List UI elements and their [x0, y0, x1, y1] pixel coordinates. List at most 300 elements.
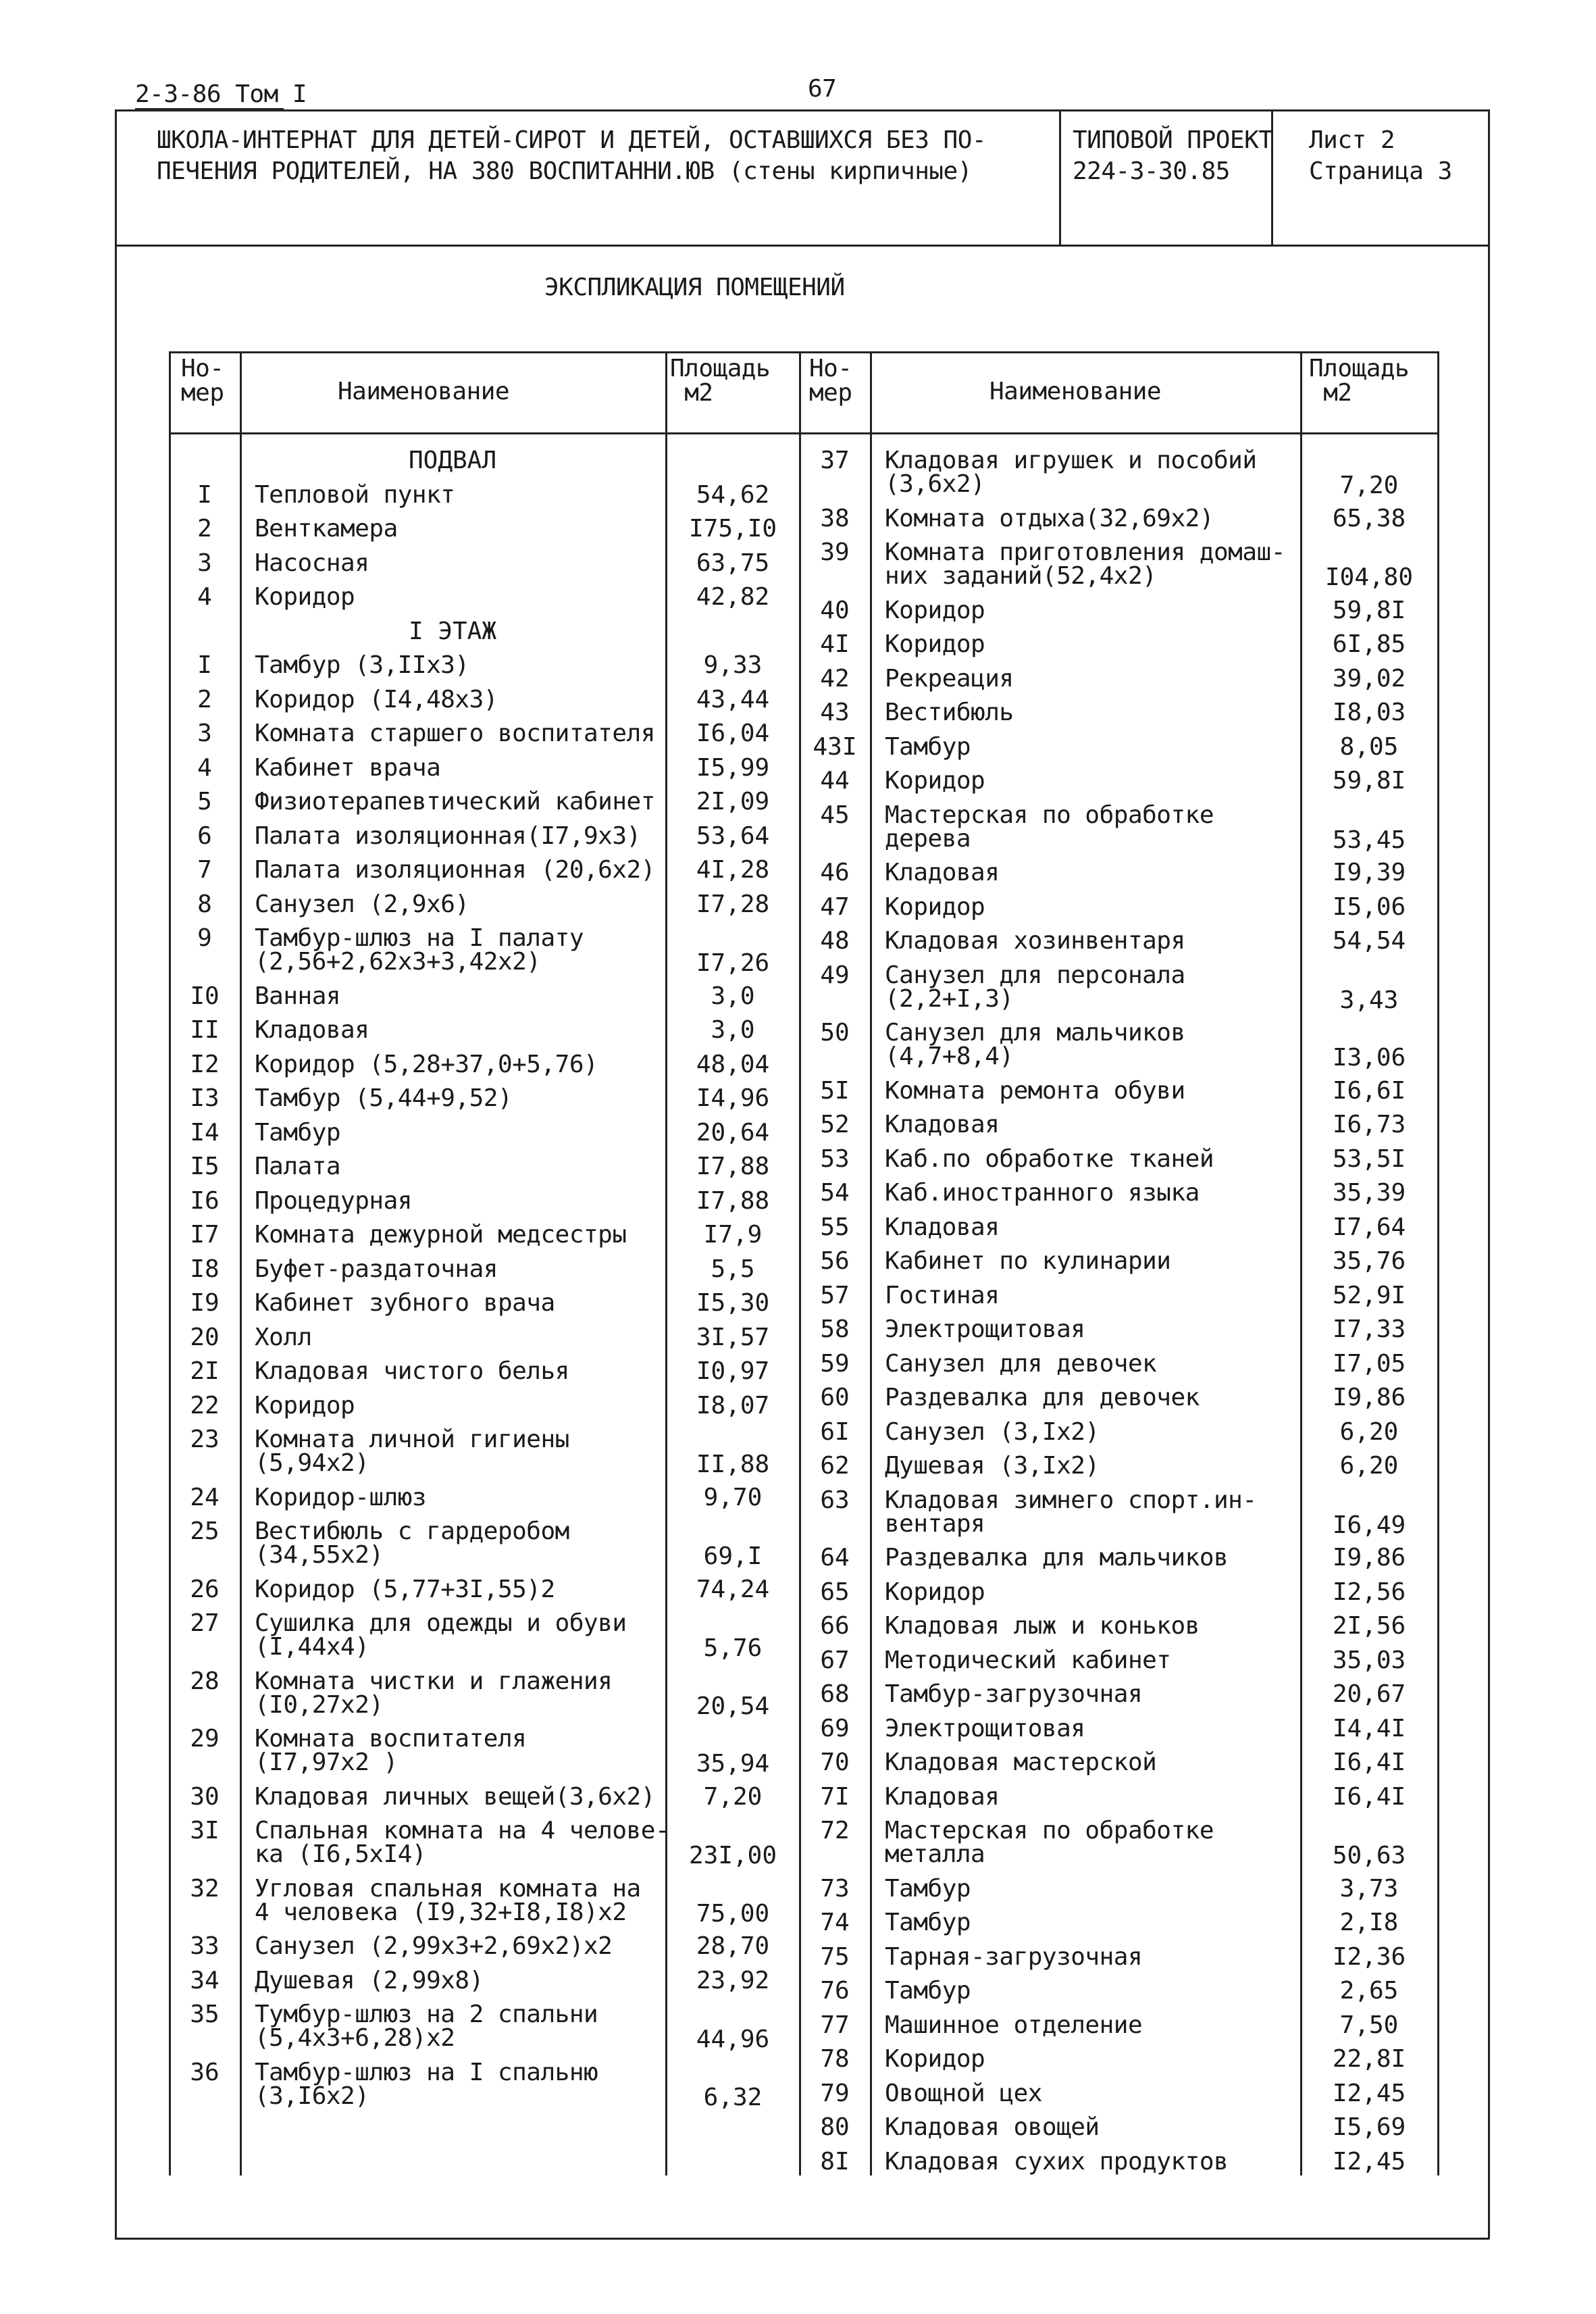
- room-area: 4I,28: [696, 856, 770, 884]
- room-name: Тамбур-шлюз на I палату: [255, 924, 584, 952]
- room-name: Коридор (I4,48x3): [255, 685, 498, 713]
- room-area: I7,28: [696, 890, 770, 918]
- room-name: Коридор: [885, 767, 985, 795]
- room-number: I0: [190, 982, 220, 1010]
- room-name: Рекреация: [885, 664, 1014, 693]
- room-name: (3,I6x2): [255, 2082, 369, 2110]
- frame-bottom: [115, 2238, 1489, 2240]
- room-number: 74: [820, 1909, 850, 1936]
- document-title-line-1: ШКОЛА-ИНТЕРНАТ ДЛЯ ДЕТЕЙ-СИРОТ И ДЕТЕЙ, ОСТАВШИХСЯ БЕЗ ПО-: [157, 126, 987, 154]
- room-area: 65,38: [1332, 504, 1406, 532]
- room-number: 45: [820, 801, 850, 829]
- room-area: I4,96: [696, 1084, 770, 1112]
- room-name: (5,94x2): [255, 1449, 369, 1477]
- room-area: I7,26: [696, 949, 770, 977]
- room-number: II: [190, 1016, 220, 1044]
- room-name: Вестибюль: [885, 699, 1014, 726]
- room-number: 27: [190, 1609, 220, 1637]
- room-number: 49: [820, 961, 850, 989]
- room-area: I6,6I: [1332, 1076, 1406, 1105]
- room-name: Тамбур (3,IIx3): [255, 651, 469, 679]
- room-name: Тамбур-шлюз на I спальню: [255, 2058, 598, 2086]
- table-top: [169, 351, 1439, 353]
- room-area: 53,45: [1332, 826, 1406, 854]
- room-name: Кабинет врача: [255, 753, 441, 782]
- room-name: Методический кабинет: [885, 1646, 1171, 1674]
- document-title-line-2: ПЕЧЕНИЯ РОДИТЕЛЕЙ, НА 380 ВОСПИТАННИ.ЮВ (стены кирпичные): [157, 157, 972, 185]
- col-divider-num-name-right: [870, 351, 872, 2175]
- room-name: Тамбур: [885, 1977, 971, 2005]
- room-area: 35,76: [1332, 1247, 1406, 1275]
- room-name: Коридор: [255, 583, 355, 611]
- room-name: Машинное отделение: [885, 2011, 1143, 2039]
- room-number: 34: [190, 1966, 220, 1994]
- room-name: Кабинет по кулинарии: [885, 1247, 1171, 1275]
- room-name: Коридор-шлюз: [255, 1483, 427, 1511]
- room-name: Кладовая: [885, 1111, 1000, 1138]
- floor-group-heading: ПОДВАЛ: [408, 447, 497, 474]
- room-number: 76: [820, 1977, 850, 2005]
- room-number: 75: [820, 1942, 850, 1971]
- room-area: II,88: [696, 1451, 770, 1478]
- room-number: 40: [820, 596, 850, 624]
- room-name: Тамбур (5,44+9,52): [255, 1084, 513, 1112]
- room-name: них заданий(52,4x2): [885, 562, 1157, 590]
- room-number: 57: [820, 1281, 850, 1309]
- room-name: Венткамера: [255, 515, 398, 543]
- room-name: (34,55x2): [255, 1541, 384, 1569]
- room-number: I: [197, 480, 212, 509]
- room-name: Кладовая лыж и коньков: [885, 1612, 1200, 1640]
- room-area: 6I,85: [1332, 630, 1406, 658]
- room-area: 35,94: [696, 1750, 770, 1778]
- room-name: Душевая (3,Ix2): [885, 1452, 1100, 1480]
- room-number: 2I: [190, 1357, 220, 1385]
- room-area: 9,70: [703, 1483, 763, 1511]
- room-name: Коридор (5,28+37,0+5,76): [255, 1050, 598, 1078]
- room-name: Кладовая: [885, 859, 1000, 886]
- room-area: 6,32: [703, 2083, 763, 2111]
- room-area: 3,43: [1339, 986, 1399, 1014]
- room-number: 43: [820, 699, 850, 726]
- room-number: I6: [190, 1186, 220, 1215]
- header-area-left: Площадь м2: [670, 355, 771, 407]
- room-area: I2,45: [1332, 2079, 1406, 2107]
- room-name: Кладовая игрушек и пособий: [885, 447, 1257, 474]
- room-name: Коридор: [885, 630, 985, 658]
- room-number: 66: [820, 1612, 850, 1640]
- room-number: 50: [820, 1019, 850, 1047]
- room-name: Палата изоляционная (20,6x2): [255, 856, 655, 884]
- room-number: 43I: [813, 732, 857, 761]
- room-name: Холл: [255, 1323, 312, 1351]
- room-number: 65: [820, 1578, 850, 1606]
- room-number: 52: [820, 1111, 850, 1138]
- header-name-right: Наименование: [989, 378, 1162, 405]
- page-number: 67: [808, 75, 837, 103]
- room-number: 55: [820, 1213, 850, 1241]
- room-name: (2,2+I,3): [885, 984, 1014, 1013]
- room-area: I0,97: [696, 1357, 770, 1385]
- room-area: 20,67: [1332, 1680, 1406, 1708]
- room-name: Кабинет зубного врача: [255, 1289, 555, 1317]
- room-area: 23I,00: [688, 1842, 777, 1869]
- room-number: 72: [820, 1817, 850, 1844]
- room-name: Санузел (2,99x3+2,69x2)x2: [255, 1932, 613, 1960]
- room-area: I6,73: [1332, 1111, 1406, 1138]
- room-number: I2: [190, 1050, 220, 1078]
- room-number: 22: [190, 1391, 220, 1419]
- room-name: Вестибюль с гардеробом: [255, 1517, 569, 1545]
- room-area: I7,33: [1332, 1315, 1406, 1343]
- room-name: Кладовая хозинвентаря: [885, 927, 1185, 955]
- room-area: 50,63: [1332, 1842, 1406, 1869]
- room-name: Комната личной гигиены: [255, 1426, 569, 1453]
- room-area: 59,8I: [1332, 596, 1406, 624]
- room-number: 9: [197, 924, 212, 952]
- room-name: Санузел (3,Ix2): [885, 1417, 1100, 1446]
- room-name: Насосная: [255, 549, 369, 577]
- room-area: I04,80: [1324, 563, 1414, 591]
- room-name: Тамбур: [885, 1874, 971, 1903]
- room-number: 7: [197, 856, 212, 884]
- room-number: 4I: [820, 630, 850, 658]
- room-number: 6: [197, 822, 212, 850]
- room-area: I6,04: [696, 720, 770, 747]
- room-number: I3: [190, 1084, 220, 1112]
- room-area: I8,03: [1332, 699, 1406, 726]
- frame-top: [115, 109, 1489, 111]
- room-number: 60: [820, 1384, 850, 1411]
- room-name: Электрощитовая: [885, 1315, 1085, 1343]
- room-name: Каб.иностранного языка: [885, 1179, 1200, 1207]
- room-area: 5,5: [711, 1255, 755, 1283]
- room-name: Палата изоляционная(I7,9x3): [255, 822, 641, 850]
- room-name: Санузел (2,9x6): [255, 890, 469, 918]
- room-number: 63: [820, 1486, 850, 1514]
- room-name: Угловая спальная комната на: [255, 1874, 641, 1903]
- header-number-right: Но- мер: [809, 355, 852, 407]
- room-area: 53,64: [696, 822, 770, 850]
- sheet-number: Лист 2: [1309, 126, 1395, 154]
- room-area: 3,0: [711, 1016, 755, 1044]
- room-number: 5I: [820, 1076, 850, 1105]
- room-name: Тамбур-загрузочная: [885, 1680, 1143, 1708]
- room-name: (3,6x2): [885, 470, 985, 498]
- frame-right: [1488, 109, 1490, 2239]
- room-name: Санузел для мальчиков: [885, 1019, 1185, 1047]
- room-area: 54,54: [1332, 927, 1406, 955]
- room-area: 52,9I: [1332, 1281, 1406, 1309]
- room-name: Мастерская по обработке: [885, 801, 1214, 829]
- room-area: 54,62: [696, 480, 770, 509]
- room-name: Санузел для девочек: [885, 1349, 1157, 1378]
- room-name: Кладовая личных вещей(3,6x2): [255, 1782, 655, 1811]
- room-area: 2I,09: [696, 788, 770, 815]
- room-name: Коридор: [885, 2045, 985, 2073]
- room-number: 78: [820, 2045, 850, 2073]
- room-area: I5,06: [1332, 892, 1406, 921]
- room-name: Мастерская по обработке: [885, 1817, 1214, 1844]
- room-number: 36: [190, 2058, 220, 2086]
- project-label: ТИПОВОЙ ПРОЕКТ: [1073, 126, 1273, 154]
- room-area: 59,8I: [1332, 767, 1406, 795]
- room-number: I8: [190, 1255, 220, 1283]
- room-name: Санузел для персонала: [885, 961, 1185, 989]
- room-number: I: [197, 651, 212, 679]
- room-area: I7,88: [696, 1153, 770, 1180]
- room-name: Ванная: [255, 982, 341, 1010]
- room-name: ка (I6,5xI4): [255, 1840, 427, 1868]
- room-name: Буфет-раздаточная: [255, 1255, 498, 1283]
- header-number-left: Но- мер: [181, 355, 224, 407]
- room-number: 69: [820, 1714, 850, 1742]
- room-number: 67: [820, 1646, 850, 1674]
- room-area: 42,82: [696, 583, 770, 611]
- room-number: 30: [190, 1782, 220, 1811]
- room-area: 9,33: [703, 651, 763, 679]
- room-name: Кладовая: [885, 1213, 1000, 1241]
- room-area: 35,39: [1332, 1179, 1406, 1207]
- room-number: 77: [820, 2011, 850, 2039]
- room-name: (I,44x4): [255, 1633, 369, 1661]
- room-number: 3: [197, 549, 212, 577]
- room-number: 3: [197, 720, 212, 747]
- room-number: 29: [190, 1725, 220, 1753]
- room-number: 33: [190, 1932, 220, 1960]
- room-name: Процедурная: [255, 1186, 412, 1215]
- room-name: Гостиная: [885, 1281, 1000, 1309]
- room-number: 2: [197, 515, 212, 543]
- room-area: 3,73: [1339, 1874, 1399, 1903]
- room-area: 3I,57: [696, 1323, 770, 1351]
- room-number: 8: [197, 890, 212, 918]
- room-name: Электрощитовая: [885, 1714, 1085, 1742]
- room-area: I8,07: [696, 1391, 770, 1419]
- room-area: I6,49: [1332, 1511, 1406, 1539]
- room-area: 39,02: [1332, 664, 1406, 693]
- room-number: 44: [820, 767, 850, 795]
- room-name: (I7,97x2 ): [255, 1749, 398, 1776]
- room-number: 68: [820, 1680, 850, 1708]
- section-title: ЭКСПЛИКАЦИЯ ПОМЕЩЕНИЙ: [544, 274, 845, 301]
- room-name: Душевая (2,99x8): [255, 1966, 484, 1994]
- room-name: 4 человека (I9,32+I8,I8)x2: [255, 1898, 627, 1926]
- room-name: Тепловой пункт: [255, 480, 455, 509]
- room-area: I2,45: [1332, 2147, 1406, 2175]
- room-number: 7I: [820, 1782, 850, 1811]
- room-number: 28: [190, 1667, 220, 1695]
- room-area: 75,00: [696, 1899, 770, 1928]
- room-area: I75,I0: [688, 515, 777, 543]
- room-number: 70: [820, 1749, 850, 1776]
- room-area: 28,70: [696, 1932, 770, 1960]
- room-name: Кладовая сухих продуктов: [885, 2147, 1229, 2175]
- room-number: 37: [820, 447, 850, 474]
- room-number: 2: [197, 685, 212, 713]
- room-name: дерева: [885, 824, 971, 853]
- room-name: Спальная комната на 4 челове-: [255, 1817, 670, 1844]
- room-area: I5,69: [1332, 2113, 1406, 2141]
- room-number: I4: [190, 1118, 220, 1147]
- room-name: Кладовая: [885, 1782, 1000, 1811]
- room-name: Комната приготовления домаш-: [885, 538, 1285, 566]
- room-area: I7,88: [696, 1186, 770, 1215]
- room-name: Палата: [255, 1153, 341, 1180]
- room-name: Сушилка для одежды и обуви: [255, 1609, 627, 1637]
- room-number: 20: [190, 1323, 220, 1351]
- room-name: Комната дежурной медсестры: [255, 1221, 627, 1249]
- room-number: 4: [197, 753, 212, 782]
- room-name: Кладовая овощей: [885, 2113, 1100, 2141]
- room-area: 6,20: [1339, 1417, 1399, 1446]
- room-name: Комната ремонта обуви: [885, 1076, 1185, 1105]
- room-name: Коридор (5,77+3I,55)2: [255, 1575, 555, 1603]
- room-area: I3,06: [1332, 1044, 1406, 1072]
- room-area: 2,65: [1339, 1977, 1399, 2005]
- table-right: [1437, 351, 1439, 2175]
- room-number: 39: [820, 538, 850, 566]
- room-area: 7,20: [1339, 472, 1399, 499]
- room-number: 64: [820, 1544, 850, 1571]
- room-area: 74,24: [696, 1575, 770, 1603]
- room-number: 6I: [820, 1417, 850, 1446]
- room-area: 43,44: [696, 685, 770, 713]
- room-area: 8,05: [1339, 732, 1399, 761]
- room-name: Коридор: [885, 1578, 985, 1606]
- room-number: 35: [190, 2001, 220, 2028]
- room-name: Комната чистки и глажения: [255, 1667, 613, 1695]
- room-area: I5,99: [696, 753, 770, 782]
- room-area: 44,96: [696, 2026, 770, 2053]
- room-name: вентаря: [885, 1509, 985, 1538]
- room-number: 58: [820, 1315, 850, 1343]
- room-name: Коридор: [885, 892, 985, 921]
- room-number: 42: [820, 664, 850, 693]
- room-name: (4,7+8,4): [885, 1042, 1014, 1070]
- room-area: I7,64: [1332, 1213, 1406, 1241]
- header-area-right: Площадь м2: [1309, 355, 1410, 407]
- room-name: Тамбур: [885, 732, 971, 761]
- title-block-bottom: [115, 245, 1489, 247]
- room-area: I7,9: [703, 1221, 763, 1249]
- room-name: Овощной цех: [885, 2079, 1042, 2107]
- room-number: 25: [190, 1517, 220, 1545]
- room-area: 20,64: [696, 1118, 770, 1147]
- room-area: 7,20: [703, 1782, 763, 1811]
- room-number: 3I: [190, 1817, 220, 1844]
- title-block-divider-1: [1059, 109, 1061, 245]
- room-name: (2,56+2,62x3+3,42x2): [255, 948, 541, 976]
- room-name: Физиотерапевтический кабинет: [255, 788, 655, 815]
- room-name: (I0,27x2): [255, 1690, 384, 1719]
- room-name: металла: [885, 1840, 985, 1868]
- room-name: Тамбур: [885, 1909, 971, 1936]
- floor-group-heading: I ЭТАЖ: [408, 617, 497, 645]
- room-name: Тамбур: [255, 1118, 341, 1147]
- room-area: 5,76: [703, 1634, 763, 1662]
- room-area: 69,I: [703, 1542, 763, 1570]
- room-area: 48,04: [696, 1050, 770, 1078]
- room-area: I7,05: [1332, 1349, 1406, 1378]
- room-area: 6,20: [1339, 1452, 1399, 1480]
- room-name: Каб.по обработке тканей: [885, 1145, 1214, 1173]
- room-area: 53,5I: [1332, 1145, 1406, 1173]
- room-number: 80: [820, 2113, 850, 2141]
- room-area: I9,86: [1332, 1384, 1406, 1411]
- room-number: I7: [190, 1221, 220, 1249]
- room-name: Тумбур-шлюз на 2 спальни: [255, 2001, 598, 2028]
- room-number: I9: [190, 1289, 220, 1317]
- room-area: I6,4I: [1332, 1782, 1406, 1811]
- project-code: 224-3-30.85: [1073, 157, 1230, 185]
- room-number: 73: [820, 1874, 850, 1903]
- room-name: Комната воспитателя: [255, 1725, 527, 1753]
- room-area: I2,36: [1332, 1942, 1406, 1971]
- room-number: 79: [820, 2079, 850, 2107]
- room-number: 24: [190, 1483, 220, 1511]
- room-name: Коридор: [885, 596, 985, 624]
- room-area: I4,4I: [1332, 1714, 1406, 1742]
- room-area: 7,50: [1339, 2011, 1399, 2039]
- header-name-left: Наименование: [338, 378, 510, 405]
- room-number: 47: [820, 892, 850, 921]
- room-name: (5,4x3+6,28)x2: [255, 2024, 455, 2052]
- room-area: 20,54: [696, 1692, 770, 1720]
- table-header-bottom: [169, 432, 1439, 434]
- room-number: 4: [197, 583, 212, 611]
- room-number: 62: [820, 1452, 850, 1480]
- room-number: 8I: [820, 2147, 850, 2175]
- room-area: I5,30: [696, 1289, 770, 1317]
- room-number: 48: [820, 927, 850, 955]
- room-number: 5: [197, 788, 212, 815]
- room-area: I2,56: [1332, 1578, 1406, 1606]
- room-name: Раздевалка для девочек: [885, 1384, 1200, 1411]
- room-name: Раздевалка для мальчиков: [885, 1544, 1229, 1571]
- room-name: Тарная-загрузочная: [885, 1942, 1143, 1971]
- room-number: 53: [820, 1145, 850, 1173]
- room-name: Кладовая чистого белья: [255, 1357, 569, 1385]
- room-area: 22,8I: [1332, 2045, 1406, 2073]
- room-number: 54: [820, 1179, 850, 1207]
- room-number: I5: [190, 1153, 220, 1180]
- room-area: 63,75: [696, 549, 770, 577]
- doc-code: 2-3-86 Том I: [135, 80, 307, 108]
- room-number: 23: [190, 1426, 220, 1453]
- room-number: 46: [820, 859, 850, 886]
- room-area: I6,4I: [1332, 1749, 1406, 1776]
- room-number: 59: [820, 1349, 850, 1378]
- room-area: 3,0: [711, 982, 755, 1010]
- room-name: Кладовая мастерской: [885, 1749, 1157, 1776]
- page-reference: Страница 3: [1309, 157, 1452, 185]
- room-area: 35,03: [1332, 1646, 1406, 1674]
- room-number: 56: [820, 1247, 850, 1275]
- room-area: 2,I8: [1339, 1909, 1399, 1936]
- room-name: Комната старшего воспитателя: [255, 720, 655, 747]
- room-area: 2I,56: [1332, 1612, 1406, 1640]
- frame-left: [115, 109, 117, 2239]
- room-number: 32: [190, 1874, 220, 1903]
- room-area: 23,92: [696, 1966, 770, 1994]
- room-name: Комната отдыха(32,69x2): [885, 504, 1214, 532]
- room-name: Коридор: [255, 1391, 355, 1419]
- room-number: 38: [820, 504, 850, 532]
- room-number: 26: [190, 1575, 220, 1603]
- room-name: Кладовая зимнего спорт.ин-: [885, 1486, 1257, 1514]
- room-name: Кладовая: [255, 1016, 369, 1044]
